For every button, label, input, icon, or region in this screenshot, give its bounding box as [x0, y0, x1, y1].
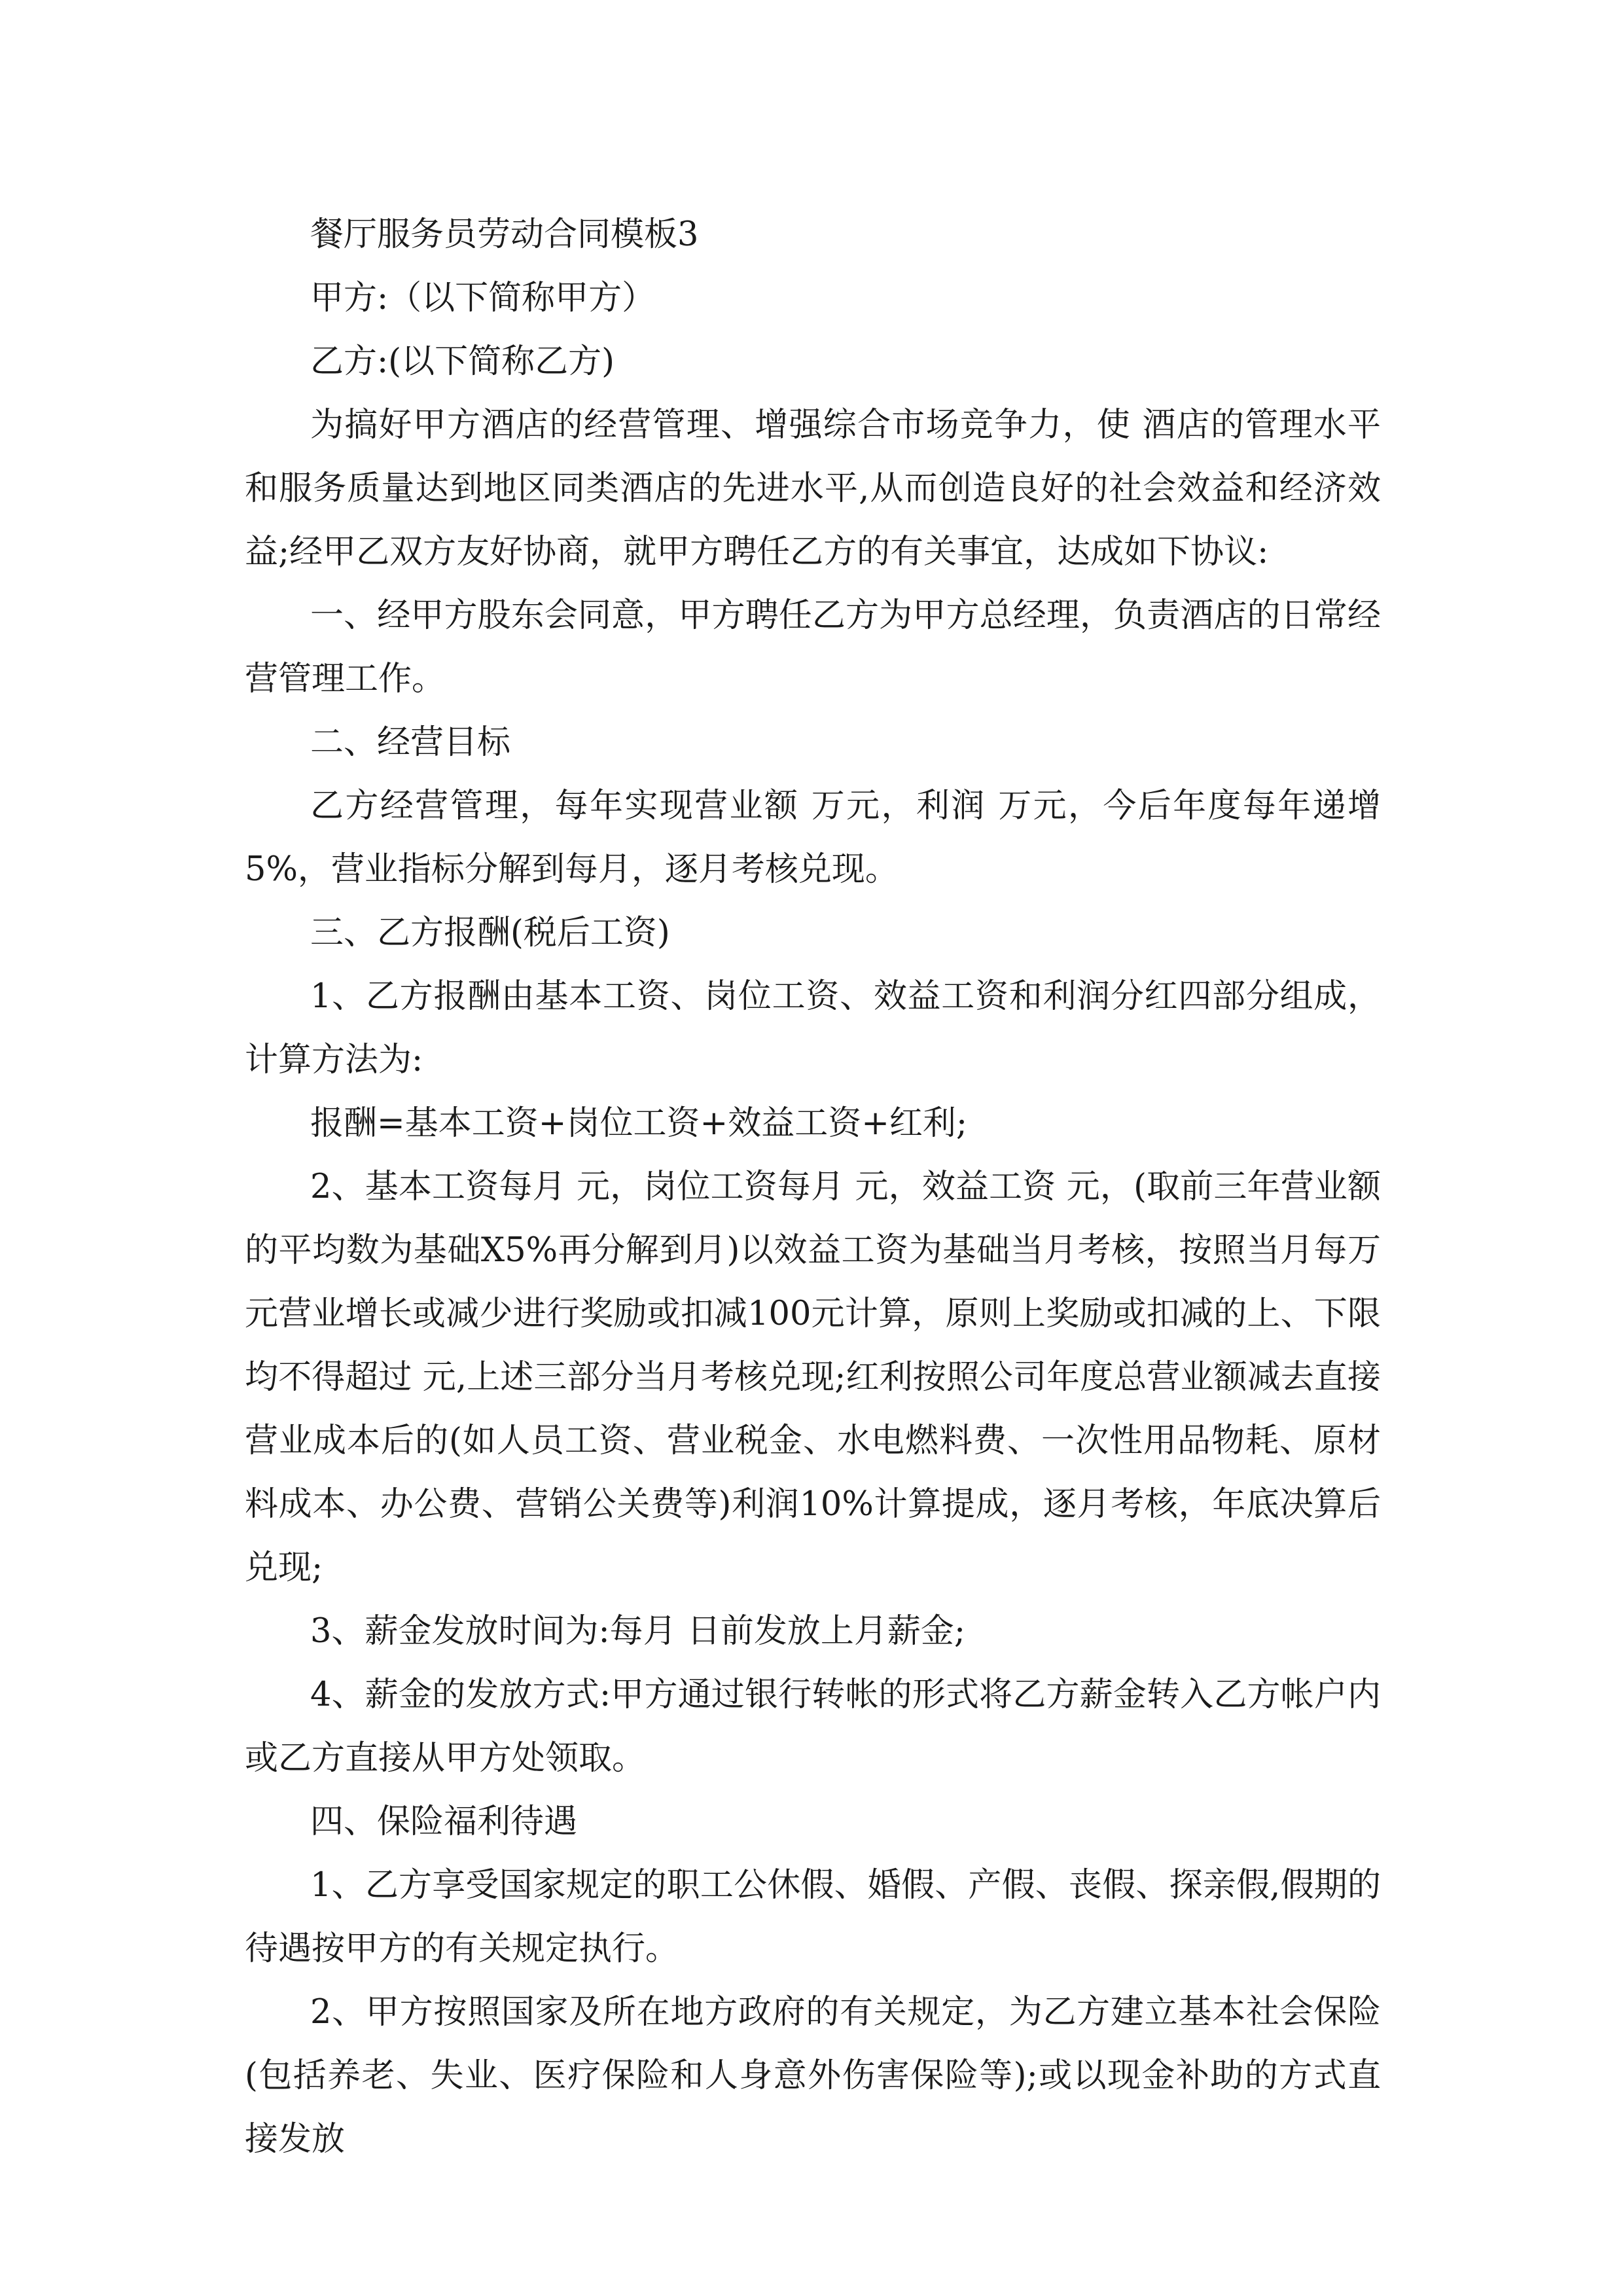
party-b-line: 乙方:(以下简称乙方) [310, 342, 615, 381]
document-title: 餐厅服务员劳动合同模板3 [310, 215, 699, 254]
section-3-item-4: 4、薪金的发放方式:甲方通过银行转帐的形式将乙方薪金转入乙方帐户内或乙方直接从甲方处领取。 [245, 1676, 1381, 1778]
section-3-heading: 三、乙方报酬(税后工资) [310, 914, 670, 952]
section-3-item-1: 1、乙方报酬由基本工资、岗位工资、效益工资和利润分红四部分组成，计算方法为: [245, 977, 1381, 1079]
salary-formula: 报酬=基本工资+岗位工资+效益工资+红利; [310, 1104, 968, 1143]
preamble-paragraph: 为搞好甲方酒店的经营管理、增强综合市场竞争力，使 酒店的管理水平和服务质量达到地区同类酒店的先进水平,从而创造良好的社会效益和经济效益;经甲乙双方友好协商，就甲方聘任乙方的有关事宜，达成如下协议: [245, 406, 1381, 571]
party-a-line: 甲方:（以下简称甲方） [310, 279, 656, 317]
section-2-heading: 二、经营目标 [310, 723, 511, 762]
section-4-item-2: 2、甲方按照国家及所在地方政府的有关规定，为乙方建立基本社会保险(包括养老、失业、医疗保险和人身意外伤害保险等);或以现金补助的方式直接发放 [245, 1993, 1381, 2159]
section-4-item-1: 1、乙方享受国家规定的职工公休假、婚假、产假、丧假、探亲假,假期的待遇按甲方的有关规定执行。 [245, 1866, 1381, 1968]
section-3-item-2: 2、基本工资每月 元，岗位工资每月 元，效益工资 元，(取前三年营业额的平均数为基础X5%再分解到月)以效益工资为基础当月考核，按照当月每万元营业增长或减少进行奖励或扣减100元计算，原则上奖励或扣减的上、下限均不得超过 元,上述三部分当月考核兑现;红利按照公司年度总营业额减去直接营业成本后的(如人员工资、营业税金、水电燃料费、一次性用品物耗、原材料成本、办公费、营销公关费等)利润10%计算提成，逐月考核，年底决算后兑现; [245, 1168, 1381, 1587]
section-4-heading: 四、保险福利待遇 [310, 1803, 578, 1841]
document-body [245, 203, 1381, 2171]
section-3-item-3: 3、薪金发放时间为:每月 日前发放上月薪金; [310, 1612, 966, 1651]
section-2-body: 乙方经营管理，每年实现营业额 万元，利润 万元，今后年度每年递增5%，营业指标分解到每月，逐月考核兑现。 [245, 787, 1381, 889]
clause-1-appointment: 一、经甲方股东会同意，甲方聘任乙方为甲方总经理，负责酒店的日常经营管理工作。 [245, 596, 1381, 698]
